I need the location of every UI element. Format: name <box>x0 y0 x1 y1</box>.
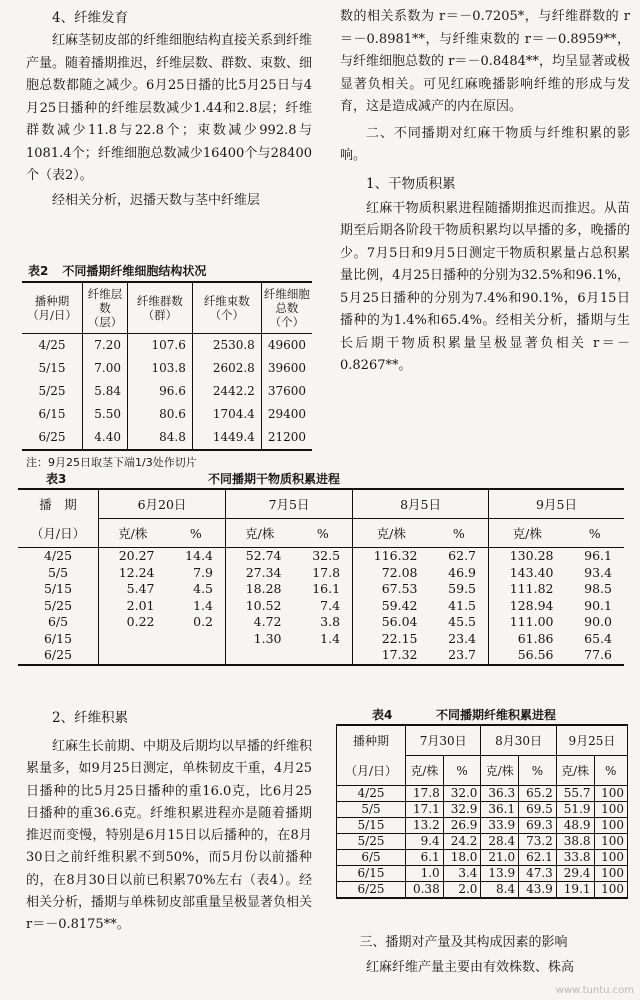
table3-cell: 52.74 <box>226 548 294 565</box>
table3-cell: 6/25 <box>43 647 73 662</box>
table2-cell: 84.8 <box>128 426 193 450</box>
table-3-date-header: 9月5日 <box>489 489 624 519</box>
table-3-unit-header: 克/株 <box>226 519 294 548</box>
table4-cell: 6/25 <box>337 882 406 899</box>
table3-cell: 98.5 <box>584 581 612 596</box>
table3-cell: 22.15 <box>353 631 430 648</box>
table2-cell: 2602.8 <box>192 357 261 380</box>
table4-cell: 6/15 <box>337 866 406 882</box>
table4-cell: 8.4 <box>481 882 519 899</box>
table4-cell: 47.3 <box>519 866 557 882</box>
table-4 <box>336 706 628 899</box>
table4-cell: 28.4 <box>481 834 519 850</box>
table3-cell: 32.5 <box>312 548 341 563</box>
table3-cell: 2.01 <box>99 598 167 615</box>
table-2-header: 纤维层数（层） <box>83 282 128 334</box>
table4-cell: 33.8 <box>556 850 594 866</box>
table4-cell: 5/5 <box>337 802 406 818</box>
table-2-caption <box>22 262 312 279</box>
table4-cell: 32.9 <box>443 802 481 818</box>
table3-cell: 77.6 <box>584 647 612 662</box>
table4-cell: 5/25 <box>337 834 406 850</box>
table-3-date-header: 8月5日 <box>353 489 489 519</box>
table3-row <box>18 598 624 615</box>
table3-row <box>18 647 624 665</box>
table3-cell: 4/25 <box>43 548 73 563</box>
table3-cell <box>99 647 167 665</box>
table2-cell: 103.8 <box>128 357 193 380</box>
table2-cell: 1449.4 <box>192 426 261 450</box>
table3-cell: 23.4 <box>448 630 477 646</box>
table2-cell: 96.6 <box>128 380 193 403</box>
table4-row <box>337 818 628 834</box>
table3-cell: 17.32 <box>353 647 430 665</box>
table2-cell: 39600 <box>261 357 312 380</box>
table4-cell: 29.4 <box>556 866 594 882</box>
table-4-number: 表4 <box>372 708 393 722</box>
table3-cell: 56.56 <box>489 647 566 665</box>
table3-cell: 5/15 <box>43 581 73 596</box>
table2-cell: 5/25 <box>38 384 66 398</box>
table3-cell: 6/15 <box>43 630 73 646</box>
paragraph-fiber-accumulation: 红麻生长前期、中期及后期均以早播的纤维积累量多，如9月25日测定，单株韧皮干重，4月25日播种的比5月25日播种的重16.0克，比6月25日播种的重36.6克。纤维积累进程亦是随着播期推迟而变慢，特别是6月15日以后播种的，在8月30日之前纤维积累不到50%，而5月份以前播种的，在8月30日以前已积累70%左右（表4）。经相关分析，播期与单株韧皮部重量呈极显著负相关 r＝－0.8175**。 <box>26 739 313 933</box>
table-4-unit-header: 克/株 <box>481 756 519 786</box>
table3-cell: 65.4 <box>584 630 612 646</box>
table4-cell: 62.1 <box>519 850 557 866</box>
table2-cell: 4/25 <box>38 338 66 352</box>
paragraph-correlation-continued: 数的相关系数为 r＝－0.7205*，与纤维群数的 r＝－0.8981**，与纤维束数的 r＝－0.8959**，与纤维细胞总数的 r＝－0.8484**，均呈显著或极显著负相关。可见红麻晚播影响纤维的形成与发育，这是造成减产的内在原因。 <box>340 9 630 114</box>
table2-cell: 49600 <box>261 334 312 358</box>
table-2-header: 纤维束数（个） <box>192 282 261 334</box>
table4-cell: 24.2 <box>443 834 481 850</box>
table-3-date-header: 7月5日 <box>226 489 353 519</box>
table4-cell: 1.0 <box>406 866 444 882</box>
table2-cell: 2442.2 <box>192 380 261 403</box>
table4-cell: 100 <box>594 818 627 834</box>
table4-cell: 3.4 <box>443 866 481 882</box>
table-4-pct-header: % <box>594 756 627 786</box>
table-3-caption <box>18 470 624 486</box>
table-4-caption <box>336 706 628 722</box>
table2-cell: 5/15 <box>38 361 66 375</box>
table3-cell: 59.42 <box>353 598 430 615</box>
paragraph-correlation-start: 经相关分析，迟播天数与茎中纤维层 <box>52 192 261 208</box>
table4-cell: 26.9 <box>443 818 481 834</box>
table3-cell: 0.22 <box>99 614 167 631</box>
left-top-column <box>26 6 312 212</box>
table4-cell: 36.3 <box>481 786 519 802</box>
table3-cell: 67.53 <box>353 581 430 598</box>
table4-row <box>337 786 628 802</box>
table4-cell: 2.0 <box>443 882 481 899</box>
table4-cell: 100 <box>594 834 627 850</box>
table2-cell: 6/25 <box>38 430 66 444</box>
table3-cell: 59.5 <box>448 581 477 596</box>
paragraph-yield-start: 红麻纤维产量主要由有效株数、株高 <box>366 959 575 975</box>
right-bottom-column <box>340 932 630 979</box>
table4-row <box>337 882 628 899</box>
table3-cell: 10.52 <box>226 598 294 615</box>
table-3-unit-header: 克/株 <box>489 519 566 548</box>
table2-row <box>22 380 312 403</box>
table3-cell: 27.34 <box>226 565 294 582</box>
table4-cell: 6.1 <box>406 850 444 866</box>
table-3-date-header: 6月20日 <box>99 489 226 519</box>
table3-cell: 16.1 <box>312 581 341 596</box>
table-3-unit-header: 克/株 <box>353 519 430 548</box>
table4-cell: 100 <box>594 786 627 802</box>
table3-cell: 93.4 <box>584 564 612 580</box>
table-3 <box>18 470 624 666</box>
table-4-stub-top: 播种期 <box>337 725 406 756</box>
table4-cell: 9.4 <box>406 834 444 850</box>
paragraph-fiber-structure: 红麻茎韧皮部的纤维细胞结构直接关系到纤维产量。随着播期推迟，纤维层数、群数、束数、细胞总数都随之减少。6月25日播的比5月25日与4月25日播种的纤维层数减少1.44和2.8层；纤维群数减少11.8与22.8个；束数减少992.8与1081.4个；纤维细胞总数减少16400个与28400个（表2）。 <box>26 33 313 183</box>
table-2-header: 播种期（月/日） <box>22 282 83 334</box>
subsection-heading-fiber-accumulation: 2、纤维积累 <box>52 710 129 726</box>
table2-cell: 5.50 <box>83 403 128 426</box>
table3-cell: 72.08 <box>353 565 430 582</box>
table4-cell: 51.9 <box>556 802 594 818</box>
table3-cell: 0.2 <box>193 614 214 629</box>
watermark-text: www.tuntu.com <box>555 985 634 996</box>
table4-cell: 38.8 <box>556 834 594 850</box>
subsection-heading-dry-matter: 1、干物质积累 <box>366 175 456 192</box>
table3-row <box>18 631 624 648</box>
table4-row <box>337 866 628 882</box>
table3-cell <box>99 631 167 648</box>
table3-cell: 12.24 <box>99 565 167 582</box>
table4-cell: 4/25 <box>337 786 406 802</box>
table4-cell: 48.9 <box>556 818 594 834</box>
table-2-title: 不同播期纤维细胞结构状况 <box>62 264 207 278</box>
table2-cell: 37600 <box>261 380 312 403</box>
table3-cell <box>167 631 226 648</box>
table3-cell: 3.8 <box>320 614 341 629</box>
table-2-header: 纤维细胞总数（个） <box>261 282 312 334</box>
table3-cell: 1.30 <box>226 631 294 648</box>
table3-cell <box>167 647 226 665</box>
table4-cell: 55.7 <box>556 786 594 802</box>
table3-cell: 6/5 <box>47 614 69 629</box>
table-2-grid <box>22 281 312 451</box>
table4-cell: 65.2 <box>519 786 557 802</box>
table-3-title: 不同播期干物质积累进程 <box>208 472 341 486</box>
table4-cell: 5/15 <box>337 818 406 834</box>
table4-cell: 0.38 <box>406 882 444 899</box>
table2-cell: 6/15 <box>38 407 66 421</box>
table2-row <box>22 426 312 450</box>
table-3-stub-bottom: （月/日） <box>18 519 99 548</box>
table3-cell: 116.32 <box>353 548 430 565</box>
table-4-grid <box>336 724 628 899</box>
table-4-stub-bottom: （月/日） <box>337 756 406 786</box>
table-3-pct-header: % <box>167 519 226 548</box>
table4-cell: 43.9 <box>519 882 557 899</box>
table3-cell: 4.72 <box>226 614 294 631</box>
table4-cell: 19.1 <box>556 882 594 899</box>
table4-row <box>337 834 628 850</box>
table-4-title: 不同播期纤维积累进程 <box>436 708 557 722</box>
table-2-header: 纤维群数（群） <box>128 282 193 334</box>
table2-cell: 29400 <box>261 403 312 426</box>
table2-cell: 80.6 <box>128 403 193 426</box>
section-heading-yield: 三、播期对产量及其构成因素的影响 <box>359 935 568 950</box>
table-2 <box>22 262 312 470</box>
table4-cell: 32.0 <box>443 786 481 802</box>
table3-cell: 46.9 <box>448 564 477 580</box>
table2-cell: 107.6 <box>128 334 193 358</box>
table-3-pct-header: % <box>565 519 624 548</box>
table2-cell: 2530.8 <box>192 334 261 358</box>
table3-cell: 7.4 <box>320 597 341 613</box>
table3-cell <box>226 647 294 665</box>
table4-row <box>337 802 628 818</box>
table-4-date-header: 9月25日 <box>556 725 627 756</box>
table3-cell: 61.86 <box>489 631 566 648</box>
table2-cell: 21200 <box>261 426 312 450</box>
table-3-number: 表3 <box>46 472 67 486</box>
table3-cell: 128.94 <box>489 598 566 615</box>
table4-cell: 13.9 <box>481 866 519 882</box>
table-4-pct-header: % <box>519 756 557 786</box>
table3-cell: 45.5 <box>448 614 477 629</box>
table-2-note: 注：9月25日取茎下端1/3处作切片 <box>26 456 197 469</box>
table3-cell: 18.28 <box>226 581 294 598</box>
paragraph-dry-matter: 红麻干物质积累进程随播期推迟而推迟。从苗期至后期各阶段干物质积累均以早播的多，晚播的少。7月5日和9月5日测定干物质积累量占总积累量比例，4月25日播种的分别为32.5%和96.1%，5月25日播种的分别为7.4%和90.1%，6月15日播种的为1.4%和65.4%。经相关分析，播期与生长后期干物质积累量呈极显著负相关 r＝－0.8267**。 <box>340 200 630 373</box>
table-2-number: 表2 <box>28 264 49 278</box>
table3-cell: 111.82 <box>489 581 566 598</box>
table4-cell: 100 <box>594 882 627 899</box>
table4-cell: 100 <box>594 802 627 818</box>
table3-cell: 5.47 <box>99 581 167 598</box>
table3-cell: 17.8 <box>312 564 341 580</box>
table3-cell: 111.00 <box>489 614 566 631</box>
table3-cell: 130.28 <box>489 548 566 565</box>
table2-row <box>22 334 312 358</box>
table3-cell: 143.40 <box>489 565 566 582</box>
table2-cell: 1704.4 <box>192 403 261 426</box>
right-top-column <box>340 6 630 378</box>
table3-cell: 62.7 <box>448 548 477 563</box>
table2-cell: 5.84 <box>83 380 128 403</box>
table4-cell: 100 <box>594 866 627 882</box>
table2-cell: 4.40 <box>83 426 128 450</box>
table3-cell: 90.0 <box>584 614 612 629</box>
table3-cell: 1.4 <box>320 630 341 646</box>
table-4-pct-header: % <box>443 756 481 786</box>
table3-cell: 1.4 <box>193 597 214 613</box>
table4-cell: 6/5 <box>337 850 406 866</box>
table4-cell: 17.8 <box>406 786 444 802</box>
table4-cell: 21.0 <box>481 850 519 866</box>
left-bottom-column <box>26 706 312 937</box>
table-3-pct-header: % <box>294 519 353 548</box>
table2-row <box>22 357 312 380</box>
table3-row <box>18 548 624 565</box>
table4-cell: 17.1 <box>406 802 444 818</box>
table3-row <box>18 581 624 598</box>
table4-cell: 33.9 <box>481 818 519 834</box>
section-heading-dry-matter-fiber: 二、不同播期对红麻干物质与纤维积累的影响。 <box>340 125 630 163</box>
table3-cell: 20.27 <box>99 548 167 565</box>
table3-cell: 23.7 <box>448 647 477 662</box>
table-4-unit-header: 克/株 <box>406 756 444 786</box>
table3-cell: 7.9 <box>193 564 214 580</box>
table-4-unit-header: 克/株 <box>556 756 594 786</box>
table3-cell: 14.4 <box>185 548 214 563</box>
table3-cell: 5/25 <box>43 597 73 613</box>
table4-row <box>337 850 628 866</box>
table3-row <box>18 565 624 582</box>
table-3-stub-top: 播 期 <box>39 497 77 513</box>
table4-cell: 18.0 <box>443 850 481 866</box>
table-3-unit-header: 克/株 <box>99 519 167 548</box>
table2-row <box>22 403 312 426</box>
table3-cell: 5/5 <box>47 564 69 580</box>
table3-cell: 41.5 <box>448 597 477 613</box>
table-3-pct-header: % <box>430 519 489 548</box>
table3-cell <box>294 647 353 665</box>
table-4-date-header: 8月30日 <box>481 725 556 756</box>
table3-cell: 96.1 <box>584 548 612 563</box>
table4-cell: 13.2 <box>406 818 444 834</box>
table3-row <box>18 614 624 631</box>
table4-cell: 36.1 <box>481 802 519 818</box>
table4-cell: 73.2 <box>519 834 557 850</box>
table4-cell: 69.3 <box>519 818 557 834</box>
table3-cell: 4.5 <box>193 581 214 596</box>
table4-cell: 69.5 <box>519 802 557 818</box>
table4-cell: 100 <box>594 850 627 866</box>
table2-cell: 7.00 <box>83 357 128 380</box>
table-3-grid <box>18 488 624 666</box>
section-heading-fiber-development: 4、纤维发育 <box>52 10 129 26</box>
table-4-date-header: 7月30日 <box>406 725 481 756</box>
table3-cell: 56.04 <box>353 614 430 631</box>
table3-cell: 90.1 <box>584 597 612 613</box>
table2-cell: 7.20 <box>83 334 128 358</box>
